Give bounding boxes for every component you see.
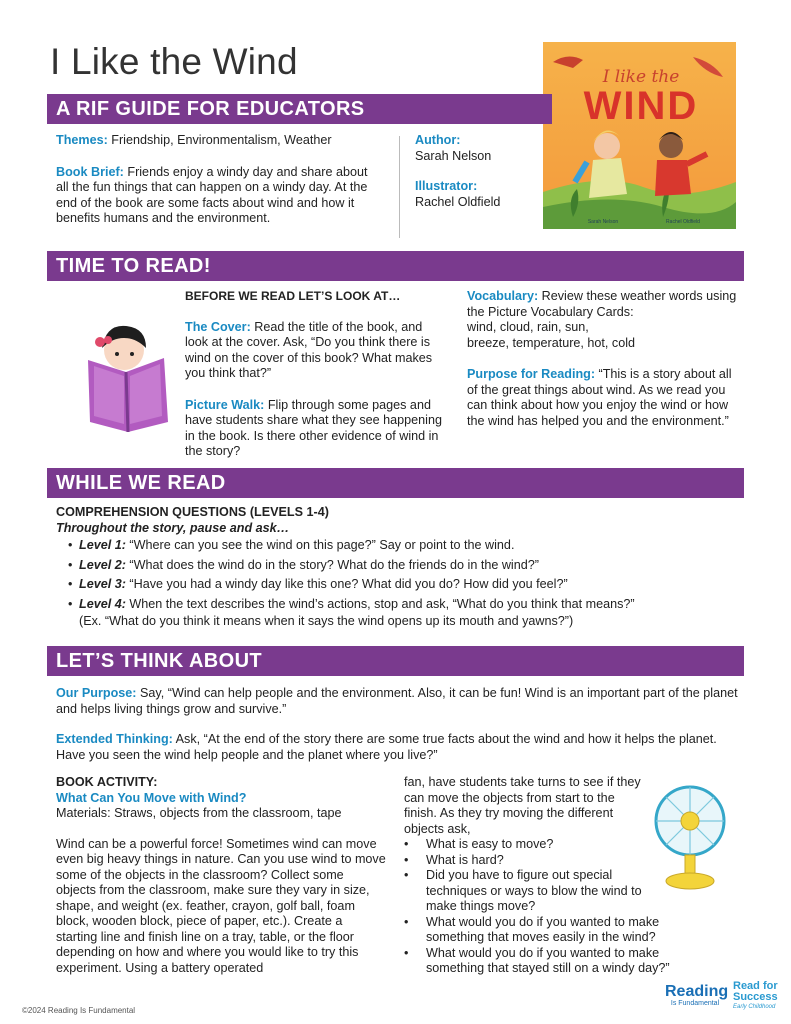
themes-label: Themes:: [56, 133, 108, 147]
list-item: • What is hard?: [404, 853, 714, 869]
intro-left: [56, 133, 376, 227]
rif-logo: [665, 983, 729, 1008]
author-label: Author:: [415, 133, 461, 147]
purpose-text: “This is a story about all of the great things about wind. As we read you can think about how you enjoy the wind or how the wind has helped you and the environment.”: [467, 367, 732, 428]
list-item: • What would you do if you wanted to make something that stayed still on a windy day?”: [404, 946, 716, 977]
think-body: [56, 686, 746, 763]
rif-logo-sub: Is Fundamental: [670, 1000, 720, 1007]
cover-text: Read the title of the book, and look at the cover. Ask, “Do you think there is wind on the cover of this book? What makes you think that?”: [185, 319, 433, 380]
list-item: • Level 4: When the text describes the wind’s actions, stop and ask, “What do you think that means?”: [68, 596, 635, 611]
rfs-logo-line1: Read for: [733, 980, 778, 992]
purpose-label: Purpose for Reading:: [467, 367, 596, 381]
our-purpose-label: Our Purpose:: [56, 686, 137, 700]
intro-divider: [399, 136, 400, 238]
list-item: • Did you have to figure out special techniques or ways to blow the wind to make things move?: [404, 868, 654, 915]
vocabulary: [467, 289, 739, 320]
cover-prompt: [185, 320, 447, 382]
vocab-words-1: wind, cloud, rain, sun,: [467, 320, 589, 334]
list-item: • What is easy to move?: [404, 837, 714, 853]
our-purpose-text: Say, “Wind can help people and the environment. Also, it can be fun! Wind is an important part of the planet and helps living things grow and survive.”: [56, 686, 738, 716]
fan-illustration: [650, 783, 730, 893]
copyright: ©2024 Reading Is Fundamental: [22, 1006, 136, 1015]
extended-text: Ask, “At the end of the story there are some true facts about the wind and how it helps the planet. Have you seen the wind help people and the planet where you live?”: [56, 732, 717, 762]
while-we-read-body: [56, 505, 746, 630]
levels-list: [56, 538, 746, 630]
book-brief: [56, 165, 376, 227]
themes: [56, 133, 376, 149]
level-text: “Have you had a windy day like this one? What did you do? How did you feel?”: [125, 577, 568, 591]
our-purpose: [56, 686, 746, 717]
intro-right: [415, 133, 540, 210]
page-title: I Like the Wind: [50, 41, 298, 82]
cover-author: Sarah Nelson: [587, 219, 619, 225]
illustrator-label: Illustrator:: [415, 179, 478, 193]
picture-walk: [185, 398, 447, 460]
level-label: Level 1:: [79, 538, 126, 552]
activity-name: What Can You Move with Wind?: [56, 790, 247, 805]
list-item: • Level 3: “Have you had a windy day like this one? What did you do? How did you feel?”: [68, 577, 568, 591]
book-cover-art: [543, 42, 736, 229]
vocab-label: Vocabulary:: [467, 289, 539, 303]
book-cover: [543, 42, 736, 229]
picture-walk-label: Picture Walk:: [185, 397, 265, 412]
activity-materials: Materials: Straws, objects from the classroom, tape: [56, 806, 342, 820]
purpose-for-reading: [467, 367, 739, 429]
level-label: Level 2:: [79, 557, 126, 572]
level-4-example: (Ex. “What do you think it means when it says the wind opens up its mouth and yawns?”): [79, 614, 574, 628]
activity-body: Wind can be a powerful force! Sometimes wind can move even big heavy things in nature. Can you use wind to move some of the objects in the classroom? Collect some objects from the classroom, make sure they vary in size, shape, and weight (ex. feather, crayon, golf ball, foam block, wooden block, piece of paper, etc.). Create a starting line and finish line on a tray, table, or the floor depending on how and where you would like to try this experiment. Using a battery operated: [56, 836, 386, 975]
time-to-read-col2: [467, 289, 739, 429]
cover-title-line1: I like the: [602, 67, 680, 87]
comprehension-heading: COMPREHENSION QUESTIONS (LEVELS 1-4): [56, 505, 329, 519]
section-header-lets-think: LET’S THINK ABOUT: [47, 646, 744, 676]
extended-thinking: [56, 732, 746, 763]
cover-label: The Cover:: [185, 319, 251, 334]
vocab-text: Review these weather words using the Picture Vocabulary Cards:: [467, 289, 737, 319]
extended-label: Extended Thinking:: [56, 732, 173, 746]
cover-illustrator: Rachel Oldfield: [666, 219, 700, 225]
cover-title-line2: WIND: [583, 84, 699, 128]
section-header-time-to-read: TIME TO READ!: [47, 251, 744, 281]
themes-text: Friendship, Environmentalism, Weather: [107, 133, 332, 147]
book-brief-label: Book Brief:: [56, 164, 124, 179]
rfs-logo-line2: Success: [733, 991, 778, 1003]
level-label: Level 4:: [79, 596, 126, 611]
illustrator-name: Rachel Oldfield: [415, 194, 501, 209]
vocab-words-2: breeze, temperature, hot, cold: [467, 335, 636, 350]
read-for-success-logo: [733, 981, 789, 1011]
picture-walk-text: Flip through some pages and have students share what they see happening in the book. Is there other evidence of wind in the story?: [185, 397, 442, 458]
before-read-heading: BEFORE WE READ LET’S LOOK AT…: [185, 289, 401, 303]
activity-heading: BOOK ACTIVITY:: [56, 775, 158, 789]
section-header-guide: A RIF GUIDE FOR EDUCATORS: [47, 94, 552, 124]
activity-col1: [56, 775, 386, 976]
reading-child-illustration: [84, 324, 174, 434]
level-text: “What does the wind do in the story? What do the friends do in the wind?”: [125, 557, 539, 572]
rfs-logo-sub: Early Childhood: [733, 1004, 776, 1010]
author-name: Sarah Nelson: [415, 148, 492, 163]
list-item: • What would you do if you wanted to make something that moves easily in the wind?: [404, 915, 716, 946]
level-text: “Where can you see the wind on this page?” Say or point to the wind.: [125, 538, 515, 552]
comprehension-sub: Throughout the story, pause and ask…: [56, 520, 290, 535]
level-text: When the text describes the wind’s actions, stop and ask, “What do you think that means?”: [125, 596, 635, 611]
rif-logo-main: Reading: [665, 983, 729, 1000]
book-brief-text: Friends enjoy a windy day and share about all the fun things that can happen on a windy day. At the end of the book are some facts about wind and how it benefits humans and the environment.: [56, 164, 368, 225]
list-item: • Level 1: “Where can you see the wind on this page?” Say or point to the wind.: [68, 538, 515, 552]
list-item: • Level 2: “What does the wind do in the story? What do the friends do in the wind?”: [68, 557, 539, 572]
section-header-while-we-read: WHILE WE READ: [47, 468, 744, 498]
activity-body-continued: fan, have students take turns to see if they can move the objects from start to the finish. As they try moving the different objects ask,: [404, 775, 641, 836]
level-label: Level 3:: [79, 577, 126, 591]
time-to-read-col1: [185, 289, 447, 460]
